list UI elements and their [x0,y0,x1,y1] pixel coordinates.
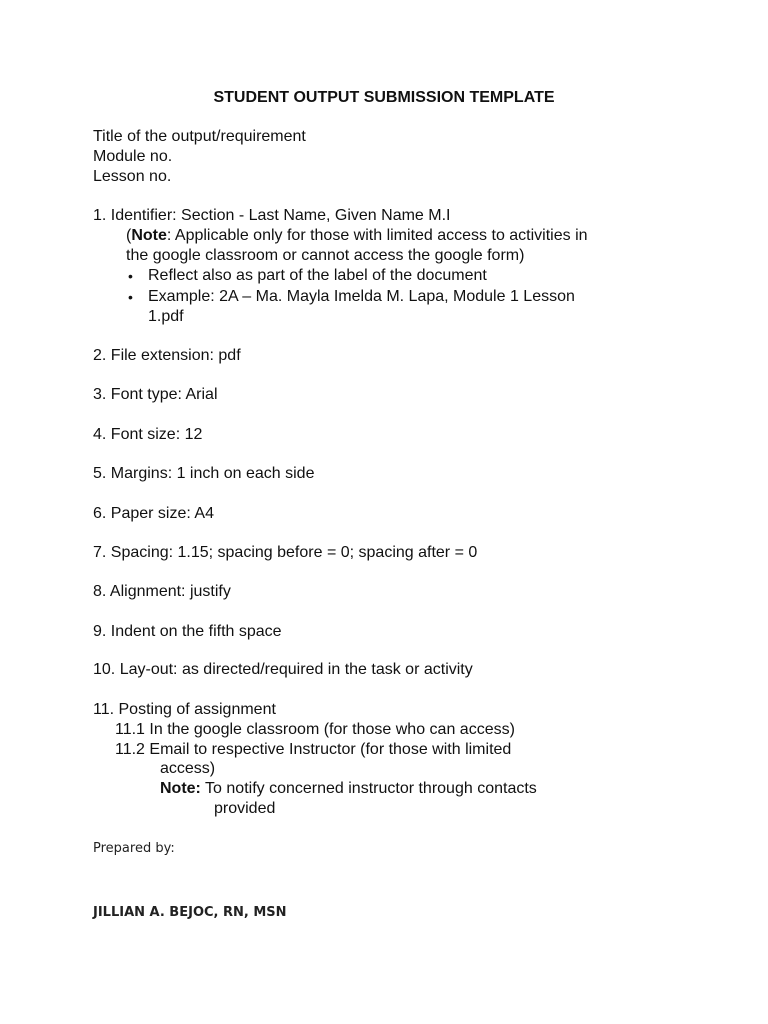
item-6-paper-size: 6. Paper size: A4 [93,505,214,522]
prepared-by-label: Prepared by: [93,841,175,856]
document-title: STUDENT OUTPUT SUBMISSION TEMPLATE [213,89,555,106]
item-8-alignment: 8. Alignment: justify [93,583,231,600]
bullet-item-example-cont: 1.pdf [148,308,184,325]
note-label: Note [131,227,167,244]
signatory-name: JILLIAN A. BEJOC, RN, MSN [93,905,287,920]
item-5-margins: 5. Margins: 1 inch on each side [93,465,315,482]
item-9-indent: 9. Indent on the fifth space [93,623,282,640]
item-10-layout: 10. Lay-out: as directed/required in the task or activity [93,661,473,678]
header-line-title: Title of the output/requirement [93,128,306,145]
header-line-module: Module no. [93,148,173,165]
item-1-note [126,226,588,246]
note-text-line-1: To notify concerned instructor through contacts [200,780,537,797]
item-1-note-line-2: the google classroom or cannot access the google form) [126,247,525,264]
item-11-note [160,779,537,799]
bullet-item-example: Example: 2A – Ma. Mayla Imelda M. Lapa, Module 1 Lesson [148,288,575,305]
item-7-spacing: 7. Spacing: 1.15; spacing before = 0; spacing after = 0 [93,544,478,561]
item-11-posting: 11. Posting of assignment [93,701,276,718]
item-2-file-extension: 2. File extension: pdf [93,347,241,364]
header-line-lesson: Lesson no. [93,168,172,185]
item-11-2-email-cont: access) [160,760,216,777]
bullet-icon: • [128,289,133,305]
note-open-paren: ( [126,227,132,244]
bullet-item-reflect: Reflect also as part of the label of the document [148,267,487,284]
item-1-identifier: 1. Identifier: Section - Last Name, Given Name M.I [93,207,451,224]
note-label: Note: [160,780,201,797]
item-3-font-type: 3. Font type: Arial [93,386,218,403]
item-11-1-classroom: 11.1 In the google classroom (for those who can access) [115,721,515,738]
note-text-line-1: : Applicable only for those with limited access to activities in [166,227,588,244]
item-4-font-size: 4. Font size: 12 [93,426,203,443]
item-11-2-email: 11.2 Email to respective Instructor (for those with limited [115,741,512,758]
item-11-note-cont: provided [214,800,276,817]
bullet-icon: • [128,268,133,284]
